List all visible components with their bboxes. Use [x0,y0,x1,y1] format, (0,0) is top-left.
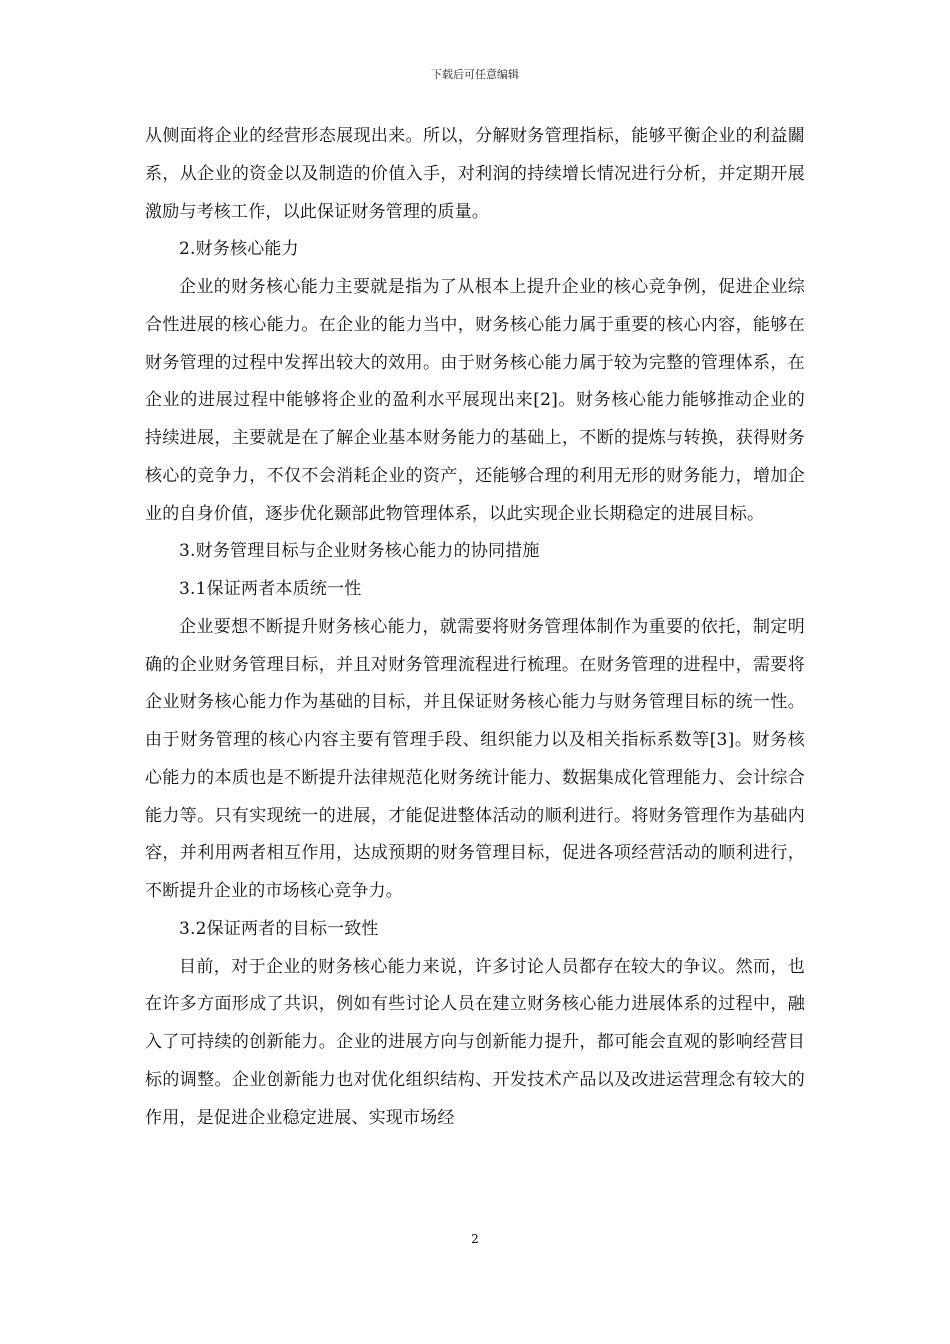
paragraph-continuation: 从侧面将企业的经营形态展现出来。所以，分解财务管理指标，能够平衡企业的利益關系，从企业的资金以及制造的价值入手，对利润的持续增长情况进行分析，并定期开展激励与考核工作，以此保证财务管理的质量。 [145,126,805,222]
paragraph-goal-consistency: 目前，对于企业的财务核心能力来说，许多讨论人员都存在较大的争议。然而，也在许多方面形成了共识，例如有些讨论人员在建立财务核心能力进展体系的过程中，融入了可持续的创新能力。企业的进展方向与创新能力提升，都可能会直观的影响经营目标的调整。企业创新能力也对优化组织结构、开发技术产品以及改进运营理念有较大的作用，是促进企业稳定进展、实现市场经 [145,956,805,1128]
page-header: 下载后可任意编辑 [431,68,519,81]
section-heading-2: 2.财务核心能力 [179,239,299,260]
paragraph-essence-unity: 企业要想不断提升财务核心能力，就需要将财务管理体制作为重要的依托，制定明确的企业财务管理目标，并且对财务管理流程进行梳理。在财务管理的进程中，需要将企业财务核心能力作为基础的目标，并且保证财务核心能力与财务管理目标的统一性。由于财务管理的核心内容主要有管理手段、组织能力以及相关指标系数等[3]。财务核心能力的本质也是不断提升法律规范化财务统计能力、数据集成化管理能力、会计综合能力等。只有实现统一的进展，才能促进整体活动的顺利进行。将财务管理作为基础内容，并利用两者相互作用，达成预期的财务管理目标，促进各项经营活动的顺利进行，不断提升企业的市场核心竞争力。 [145,616,805,901]
page-number: 2 [471,1232,479,1246]
subsection-heading-3-1: 3.1保证两者本质统一性 [179,579,362,599]
section-heading-3: 3.财务管理目标与企业财务核心能力的协同措施 [179,541,540,562]
paragraph-core-capability: 企业的财务核心能力主要就是指为了从根本上提升企业的核心竞争例，促进企业综合性进展的核心能力。在企业的能力当中，财务核心能力属于重要的核心内容，能够在财务管理的过程中发挥出较大的效用。由于财务核心能力属于较为完整的管理体系，在企业的进展过程中能够将企业的盈利水平展现出来[2]。财务核心能力能够推动企业的持续进展，主要就是在了解企业基本财务能力的基础上，不断的提炼与转换，获得财务核心的竞争力，不仅不会消耗企业的资产，还能够合理的利用无形的财务能力，增加企业的自身价值，逐步优化颞部此物管理体系，以此实现企业长期稳定的进展目标。 [145,277,805,524]
document-body [145,118,805,1137]
subsection-heading-3-2: 3.2保证两者的目标一致性 [179,918,379,939]
